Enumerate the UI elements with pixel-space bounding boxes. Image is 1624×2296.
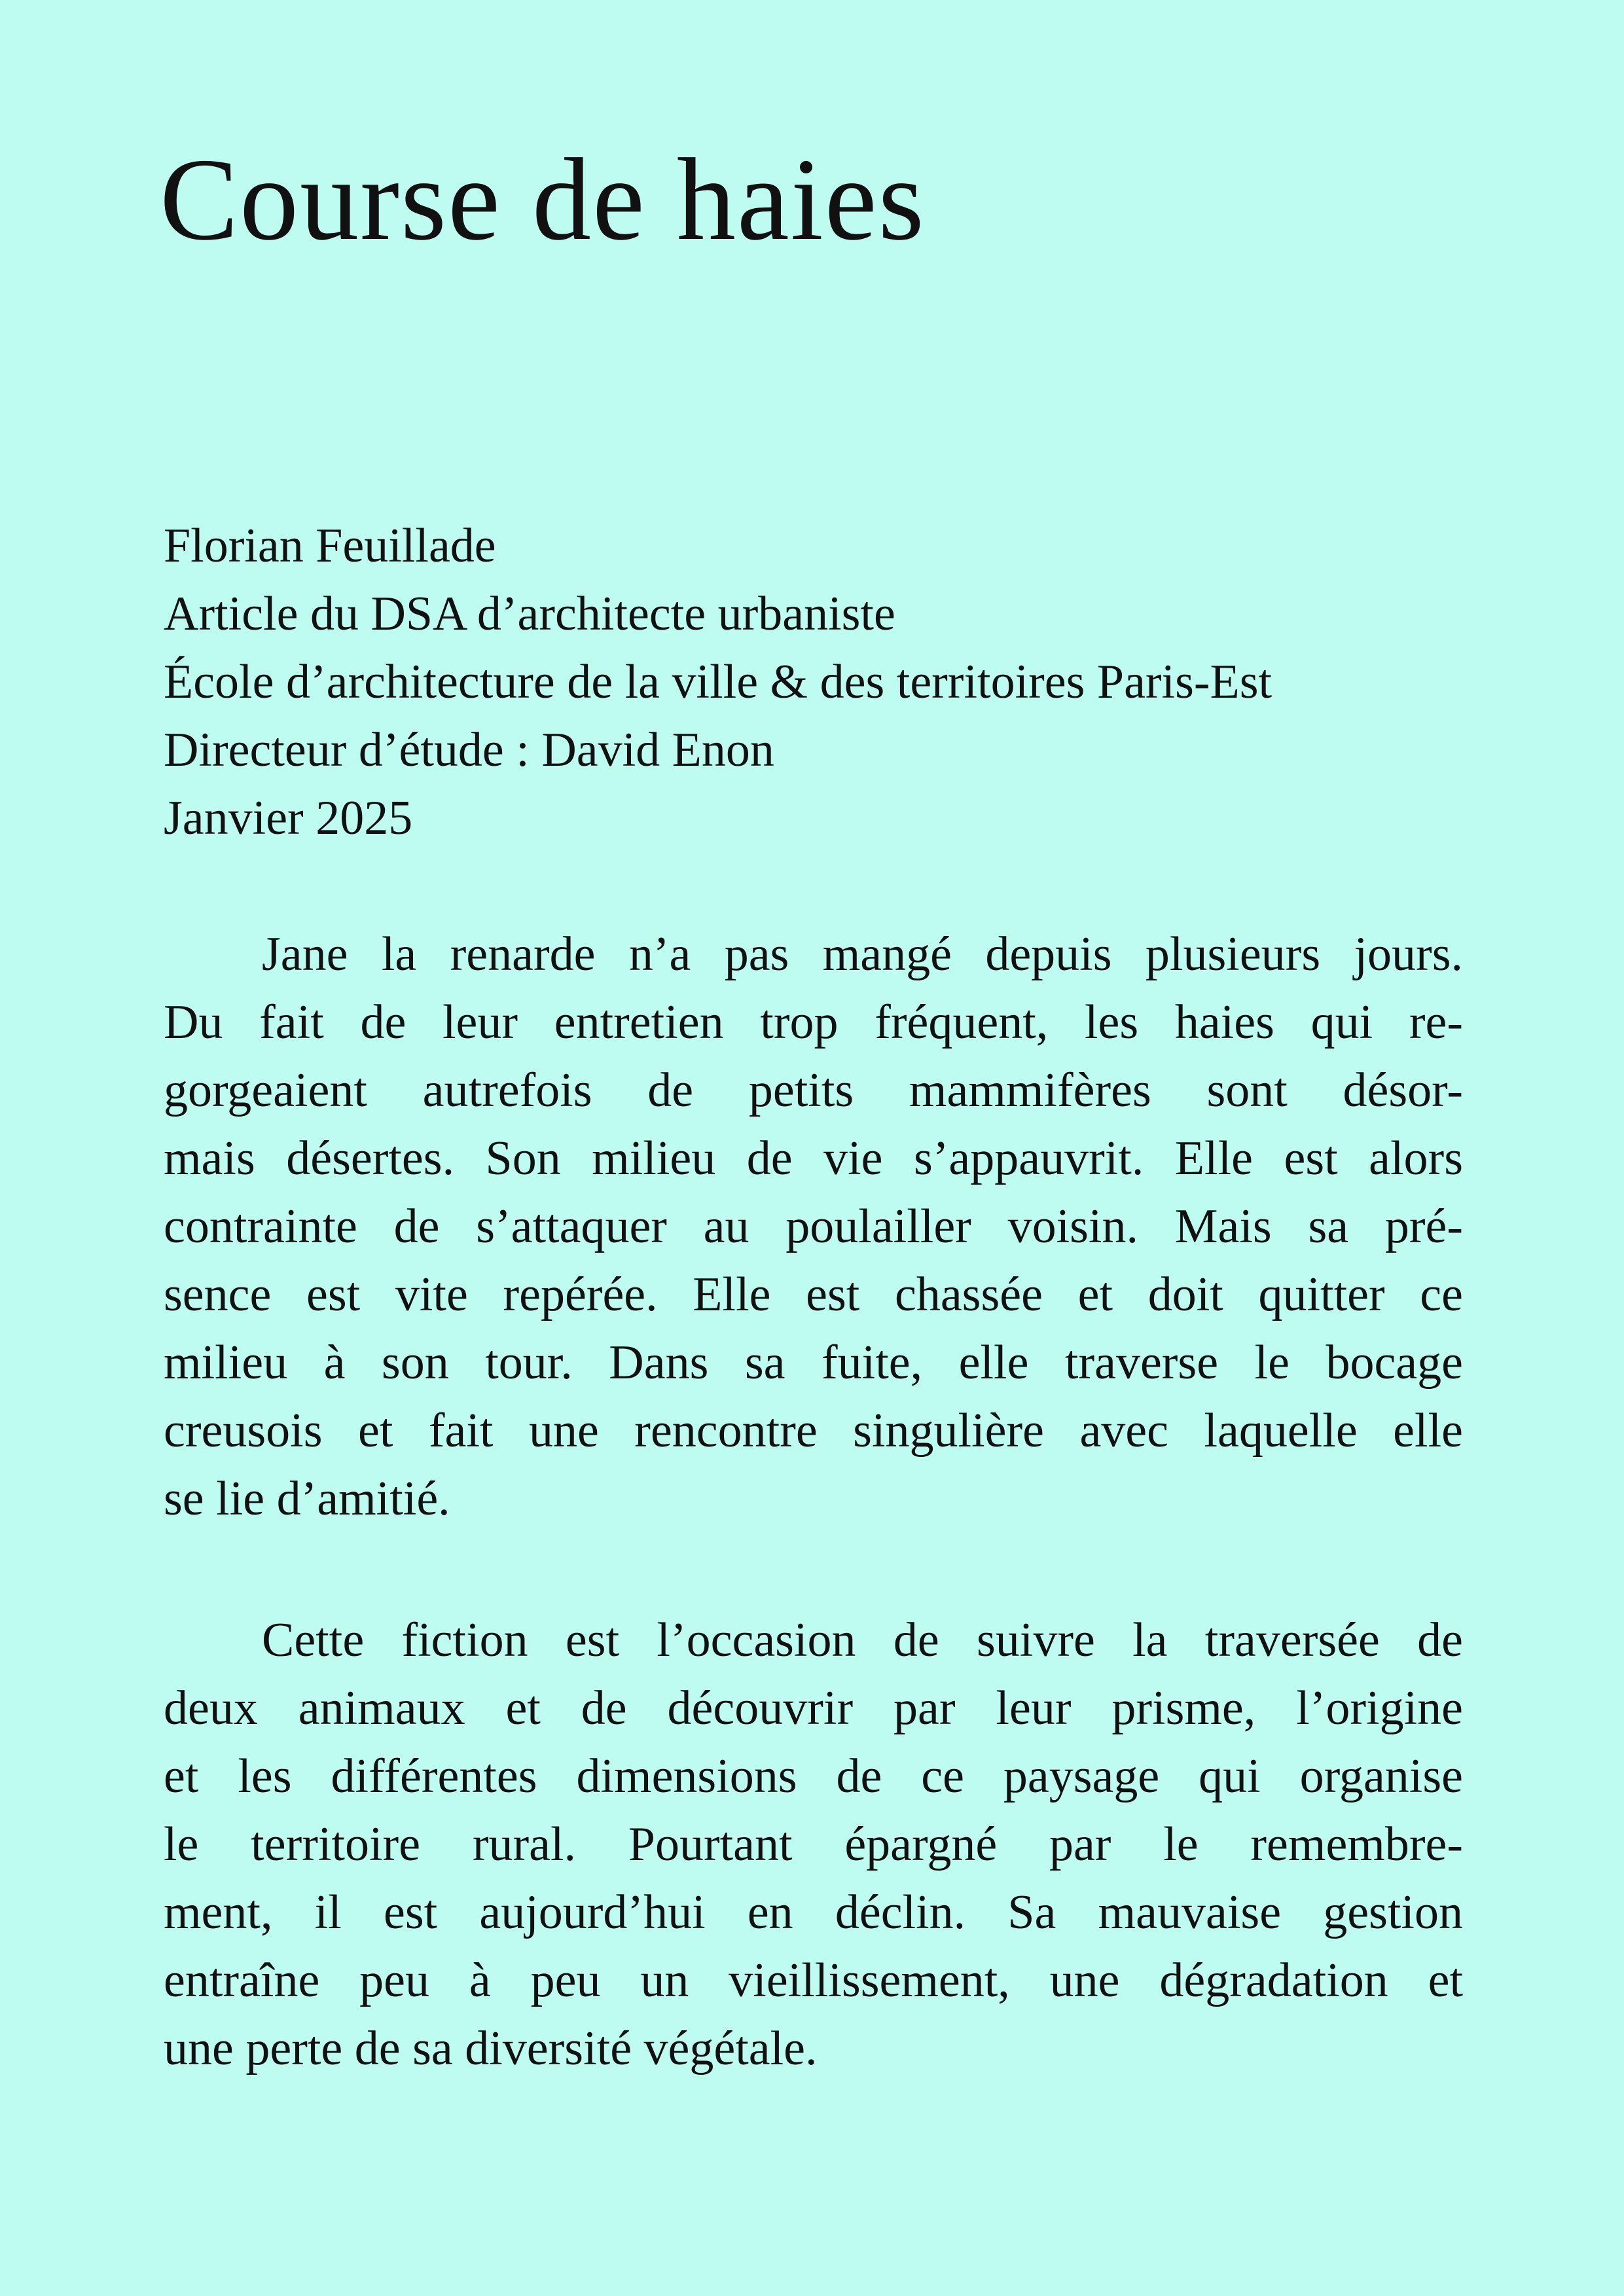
paragraph-line: Jane la renarde n’a pas mangé depuis plusieurs jours.	[262, 927, 1463, 981]
paragraph-line: se lie d’amitié.	[164, 1472, 450, 1526]
paragraph-1	[164, 920, 1463, 1533]
paragraph-line: sence est vite repérée. Elle est chassée et doit quitter ce	[164, 1268, 1463, 1321]
document-title: Course de haies	[160, 134, 926, 264]
paragraph-line: mais désertes. Son milieu de vie s’appauvrit. Elle est alors	[164, 1132, 1463, 1185]
paragraph-line: gorgeaient autrefois de petits mammifères sont désor-	[164, 1064, 1463, 1117]
school-name: École d’architecture de la ville & des territoires Paris-Est	[164, 655, 1272, 709]
paragraph-line: contrainte de s’attaquer au poulailler voisin. Mais sa pré-	[164, 1200, 1463, 1253]
paragraph-line: deux animaux et de découvrir par leur prisme, l’origine	[164, 1681, 1463, 1735]
publication-date: Janvier 2025	[164, 791, 413, 845]
paragraph-line: creusois et fait une rencontre singulière avec laquelle elle	[164, 1404, 1463, 1458]
author-info-block	[164, 512, 1466, 852]
paragraph-line: Cette fiction est l’occasion de suivre la traversée de	[262, 1613, 1463, 1667]
paragraph-line: ment, il est aujourd’hui en déclin. Sa mauvaise gestion	[164, 1886, 1463, 1939]
paragraph-line: une perte de sa diversité végétale.	[164, 2022, 818, 2075]
study-director: Directeur d’étude : David Enon	[164, 723, 774, 777]
paragraph-line: le territoire rural. Pourtant épargné par le remembre-	[164, 1818, 1463, 1871]
paragraph-line: entraîne peu à peu un vieillissement, une dégradation et	[164, 1954, 1463, 2007]
author-name: Florian Feuillade	[164, 519, 496, 573]
paragraph-line: milieu à son tour. Dans sa fuite, elle traverse le bocage	[164, 1336, 1463, 1390]
paragraph-2	[164, 1606, 1463, 2083]
paragraph-line: et les différentes dimensions de ce paysage qui organise	[164, 1749, 1463, 1803]
paragraph-line: Du fait de leur entretien trop fréquent, les haies qui re-	[164, 996, 1463, 1049]
article-type: Article du DSA d’architecte urbaniste	[164, 587, 895, 641]
